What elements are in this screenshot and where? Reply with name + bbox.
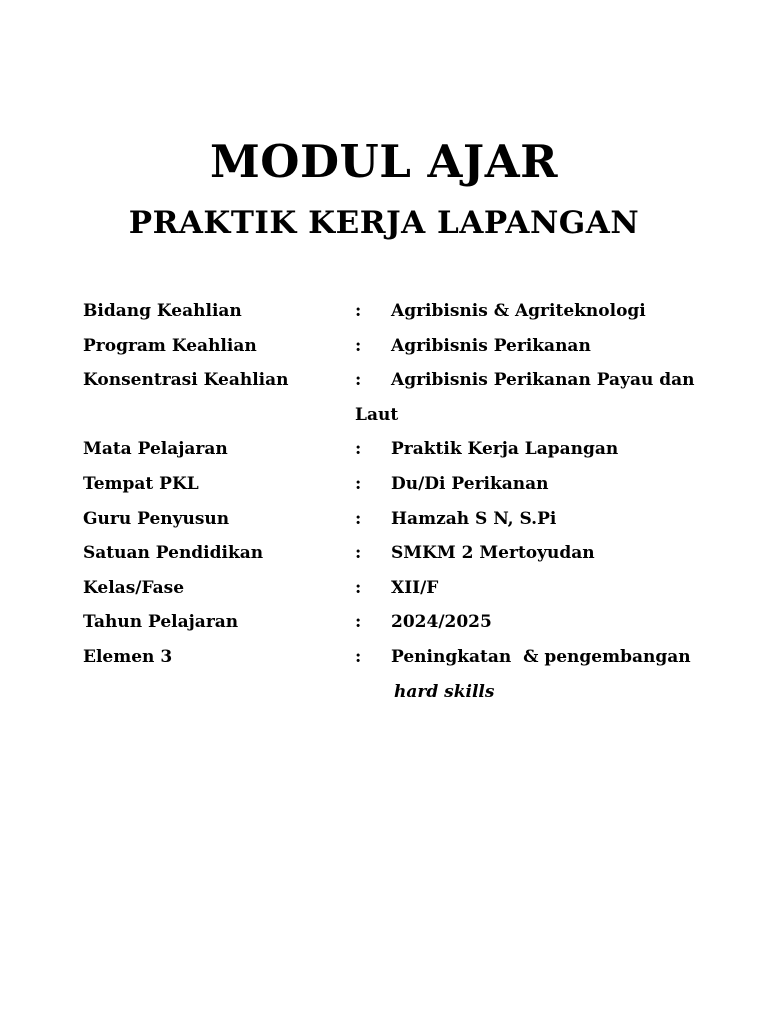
field-row-konsentrasi-keahlian [83,363,743,398]
field-value-continuation: Laut [355,404,399,425]
field-row-konsentrasi-keahlian-continuation [83,398,743,433]
field-label: Konsentrasi Keahlian [83,370,289,391]
field-separator: : [355,612,362,633]
field-row-mata-pelajaran [83,432,743,467]
field-separator: : [355,335,362,356]
field-separator: : [355,577,362,598]
field-separator: : [355,473,362,494]
document-title: MODUL AJAR [209,135,559,188]
field-row-elemen-3 [83,640,743,675]
field-separator: : [355,301,362,321]
field-value: Agribisnis Perikanan Payau dan [391,370,695,391]
info-table [83,294,743,709]
field-value: Praktik Kerja Lapangan [391,439,619,460]
field-label: Tahun Pelajaran [83,612,239,633]
field-value: Du/Di Perikanan [391,473,549,494]
document-subtitle: PRAKTIK KERJA LAPANGAN [128,205,640,241]
field-label: Elemen 3 [83,646,173,667]
field-row-satuan-pendidikan [83,536,743,571]
field-label: Program Keahlian [83,335,257,356]
field-label: Tempat PKL [83,473,199,494]
field-label: Mata Pelajaran [83,439,228,460]
field-value: Agribisnis & Agriteknologi [391,301,646,321]
field-row-program-keahlian [83,329,743,364]
field-value: Peningkatan & pengembangan [391,646,691,667]
field-separator: : [355,508,362,529]
field-separator: : [355,543,362,564]
field-label: Satuan Pendidikan [83,543,264,564]
field-label: Bidang Keahlian [83,301,242,321]
field-separator: : [355,370,362,391]
field-label: Kelas/Fase [83,577,185,598]
field-value: Hamzah S N, S.Pi [391,508,557,529]
field-value-continuation: hard skills [394,681,495,702]
field-separator: : [355,646,362,667]
field-value: Agribisnis Perikanan [391,335,591,356]
field-value: SMKM 2 Mertoyudan [391,543,595,564]
field-row-kelas-fase [83,571,743,606]
field-row-tempat-pkl [83,467,743,502]
field-value: XII/F [391,577,439,598]
field-row-elemen-3-continuation [83,675,743,710]
field-row-tahun-pelajaran [83,605,743,640]
field-separator: : [355,439,362,460]
field-value: 2024/2025 [391,612,492,633]
field-row-guru-penyusun [83,502,743,537]
field-label: Guru Penyusun [83,508,230,529]
field-row-bidang-keahlian [83,294,743,329]
